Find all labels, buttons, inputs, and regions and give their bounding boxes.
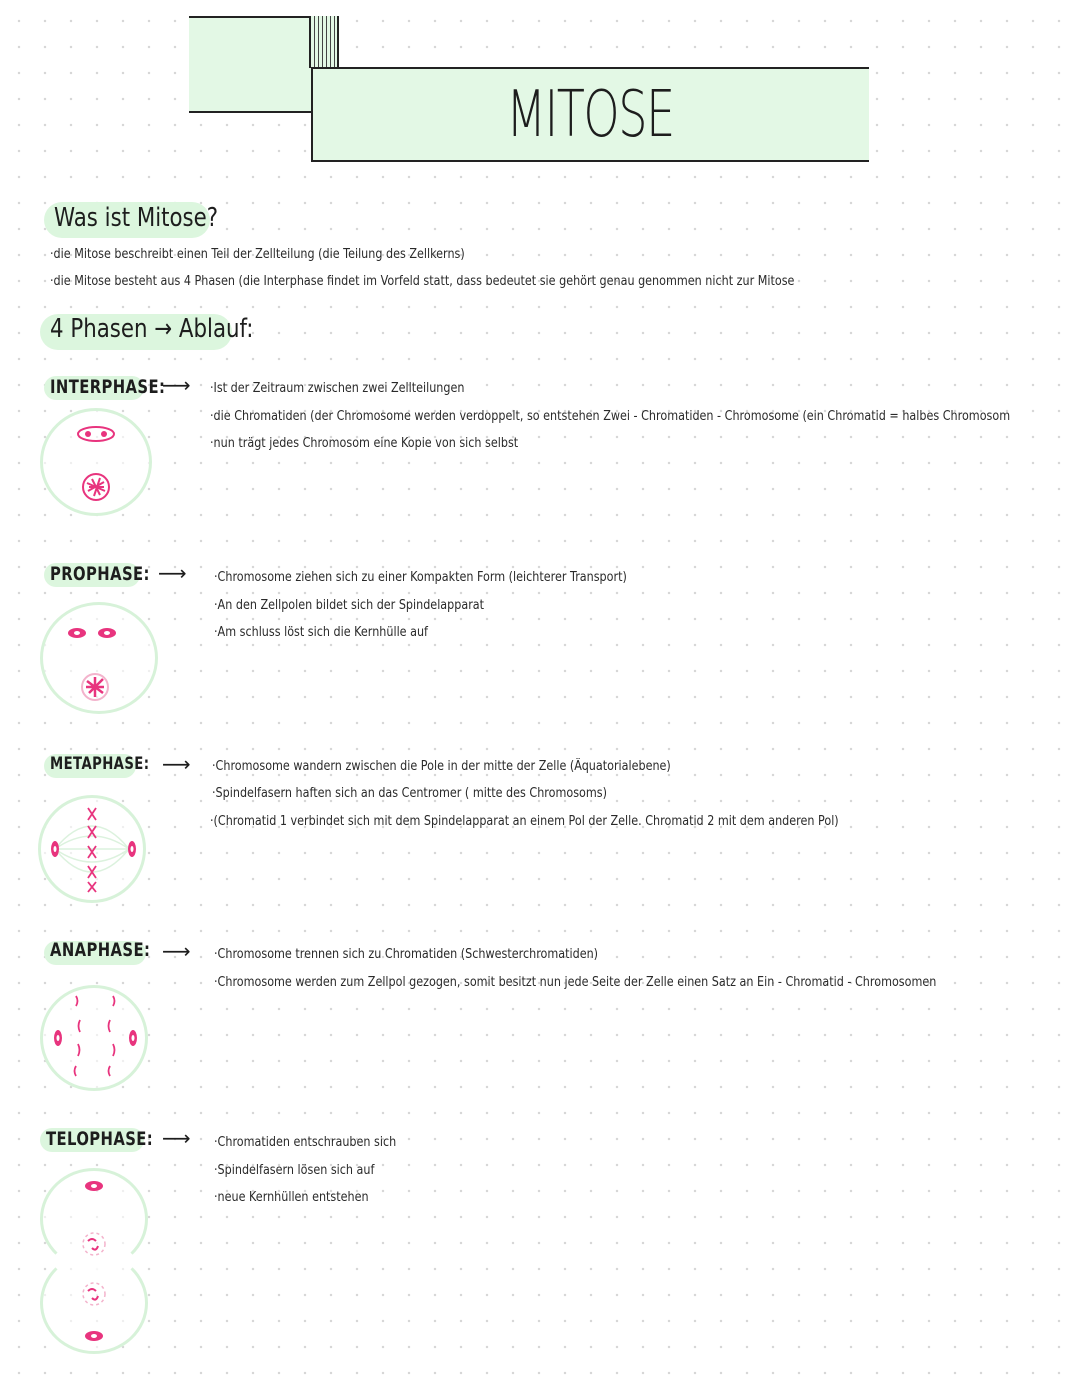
banner-fold (309, 16, 339, 68)
intro-line: ·die Mitose beschreibt einen Teil der Zellteilung (die Teilung des Zellkerns) (50, 247, 465, 262)
phase-name-anaphase: ANAPHASE: (50, 939, 151, 961)
phase-name-interphase: INTERPHASE: (50, 376, 166, 398)
intro-heading: Was ist Mitose? (54, 203, 219, 233)
phase-line: ·An den Zellpolen bildet sich der Spindelapparat (214, 598, 485, 613)
arrow-icon: ⟶ (162, 752, 191, 776)
prophase-cell-icon (43, 605, 155, 711)
cell-illustration-anaphase (40, 985, 148, 1091)
phase-line: ·Chromosome wandern zwischen die Pole in der mitte der Zelle (Äquatorialebene) (212, 759, 671, 774)
telophase-cell-icon (40, 1168, 148, 1358)
anaphase-cell-icon (43, 988, 145, 1088)
phase-name-metaphase: METAPHASE: (50, 754, 150, 774)
arrow-icon: ⟶ (162, 373, 191, 397)
arrow-icon: ⟶ (162, 1126, 191, 1150)
phase-line: ·nun trägt jedes Chromosom eine Kopie von sich selbst (210, 436, 519, 451)
phase-line: ·Chromosome werden zum Zellpol gezogen, somit besitzt nun jede Seite der Zelle einen Satz an Ein - Chromatid - Chromosomen (214, 975, 937, 990)
phase-line: ·Chromosome ziehen sich zu einer Kompakten Form (leichterer Transport) (214, 570, 627, 585)
banner-back-ribbon (189, 16, 314, 113)
intro-line: ·die Mitose besteht aus 4 Phasen (die Interphase findet im Vorfeld statt, dass bedeutet sie gehört genau genommen nicht zur Mitose (50, 274, 795, 289)
phase-line: ·Ist der Zeitraum zwischen zwei Zellteilungen (210, 381, 465, 396)
phase-line: ·(Chromatid 1 verbindet sich mit dem Spindelapparat an einem Pol der Zelle. Chromatid 2 mit dem anderen Pol) (210, 814, 839, 829)
phase-name-prophase: PROPHASE: (50, 563, 150, 585)
arrow-icon: ⟶ (158, 561, 187, 585)
interphase-cell-icon (43, 411, 149, 513)
phases-heading: 4 Phasen → Ablauf: (50, 314, 254, 344)
cell-illustration-prophase (40, 602, 158, 714)
phase-line: ·Chromosome trennen sich zu Chromatiden (Schwesterchromatiden) (214, 947, 599, 962)
phase-line: ·die Chromatiden (der Chromosome werden verdoppelt, so entstehen Zwei - Chromatiden - Chromosome (ein Chromatid = halbes Chromosom (210, 409, 1011, 424)
page-title: MITOSE (506, 77, 674, 152)
phase-line: ·Spindelfasern lösen sich auf (214, 1163, 375, 1178)
phase-name-telophase: TELOPHASE: (46, 1128, 154, 1150)
cell-illustration-interphase (40, 408, 152, 516)
metaphase-cell-icon (41, 798, 143, 900)
phase-line: ·Spindelfasern haften sich an das Centromer ( mitte des Chromosoms) (212, 786, 607, 801)
arrow-icon: ⟶ (162, 939, 191, 963)
phase-line: ·Am schluss löst sich die Kernhülle auf (214, 625, 428, 640)
cell-illustration-metaphase (38, 795, 146, 903)
phase-line: ·Chromatiden entschrauben sich (214, 1135, 397, 1150)
phase-line: ·neue Kernhüllen entstehen (214, 1190, 369, 1205)
